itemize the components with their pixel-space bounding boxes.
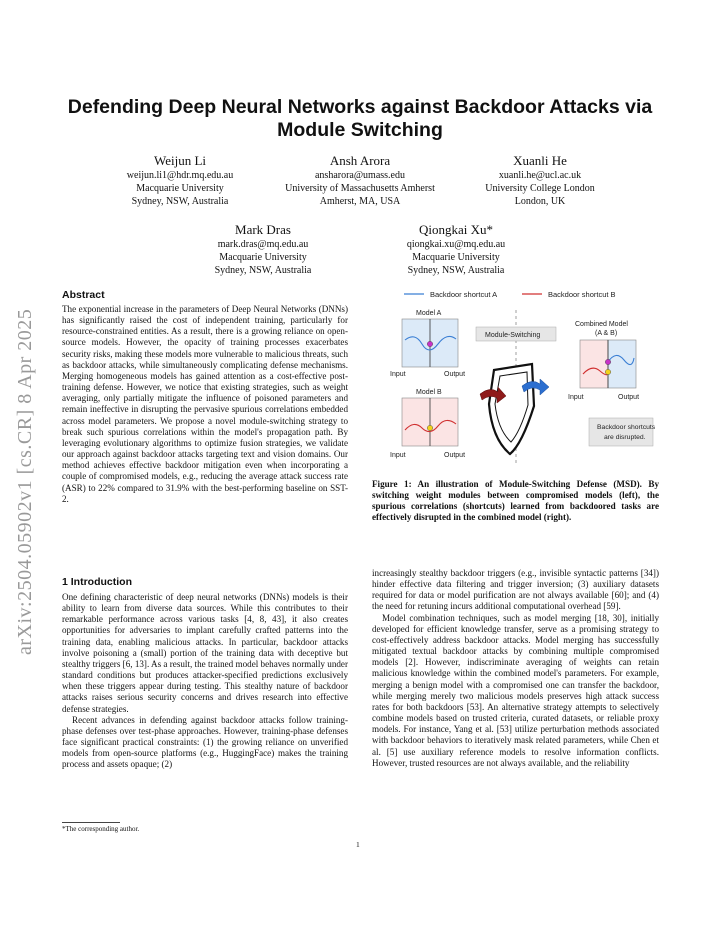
figure-caption: Figure 1: An illustration of Module-Switching Defense (MSD). By switching weight modules between compromised models (left), the spurious correlations (shortcuts) learned from backdoored tasks are effectively disrupted in the combined model (right).: [372, 479, 659, 523]
right-column-text: increasingly stealthy backdoor triggers (e.g., invisible syntactic patterns [34]) hinder effective data filtering and trigger inversion; (3) auxiliary datasets required for data or model purification are not always available [60]; and (4) the need for retuning incurs additional computational overhead [59]. Model combination techniques, such as model merging [18, 30], initially developed for efficient knowledge transfer, serve as a promising strategy to cost-effectively address backdoor attacks. Model merging has successfully mitigated textual backdoor attacks by combining multiple compromised models [2]. However, indiscriminate averaging of weights can retain malicious knowledge within the combined model's parameters. For example, merging a benign model with a compromised one can transfer the backdoor, while merging merely two malicious models preserves high attack success rates for both backdoors [53]. An alternative strategy attempts to selectively combine models based on trusted criteria, curated datasets, or reliable proxy models. For instance, Yang et al. [53] utilize perturbation methods associated with backdoor behaviors to iteratively mask related parameters, while Chen et al. [5] use auxiliary reference models to resolve information conflicts. However, trusted resources are not always available, and the reliability: [372, 568, 659, 768]
author-2: Ansh Arora ansharora@umass.edu University of Massachusetts Amherst Amherst, MA, USA: [285, 153, 435, 207]
legend-label-b: Backdoor shortcut B: [548, 290, 616, 299]
combined-label: Combined Model: [575, 321, 628, 328]
combined-input: Input: [568, 394, 584, 401]
model-b-label: Model B: [416, 389, 442, 396]
combined-sub-label: (A & B): [595, 330, 618, 337]
arxiv-sidebar: arXiv:2504.05902v1 [cs.CR] 8 Apr 2025: [14, 308, 36, 655]
model-a-label: Model A: [416, 310, 442, 317]
disrupted-line-2: are disrupted.: [604, 434, 646, 441]
combined-output: Output: [618, 394, 640, 401]
author-5: Qiongkai Xu* qiongkai.xu@mq.edu.au Macquarie University Sydney, NSW, Australia: [406, 222, 506, 276]
abstract-heading: Abstract: [62, 289, 105, 301]
intro-heading: 1 Introduction: [62, 576, 132, 588]
node-a: [427, 341, 432, 346]
page-number: 1: [356, 840, 360, 849]
node-b: [427, 425, 432, 430]
legend-label-a: Backdoor shortcut A: [430, 290, 498, 299]
combined-node-a: [605, 359, 610, 364]
model-a-output: Output: [444, 371, 466, 378]
author-3: Xuanli He xuanli.he@ucl.ac.uk University College London London, UK: [485, 153, 595, 207]
paper-title: Defending Deep Neural Networks against Backdoor Attacks via Module Switching: [67, 96, 653, 141]
model-b-output: Output: [444, 452, 466, 459]
model-b-input: Input: [390, 452, 406, 459]
combined-node-b: [605, 369, 610, 374]
disrupted-box: [589, 418, 653, 446]
footnote: *The corresponding author.: [62, 825, 140, 833]
author-1: Weijun Li weijun.li1@hdr.mq.edu.au Macquarie University Sydney, NSW, Australia: [126, 153, 234, 207]
footnote-rule: [62, 822, 120, 823]
figure-1: [372, 284, 662, 474]
author-4: Mark Dras mark.dras@mq.edu.au Macquarie University Sydney, NSW, Australia: [214, 222, 312, 276]
combined-left-half: [580, 340, 608, 388]
abstract-text: The exponential increase in the parameters of Deep Neural Networks (DNNs) has significantly raised the cost of independent training, particularly for resource-constrained entities. As a result, there is a growing reliance on open-source models. However, the opacity of training processes exacerbates security risks, making these models more vulnerable to malicious threats, such as backdoor attacks, while simultaneously complicating defense mechanisms. Merging homogeneous models has gained attention as a cost-effective post-training defense. However, we notice that existing strategies, such as weight averaging, only partially mitigate the influence of poisoned parameters and remain ineffective in disrupting the pervasive spurious correlations embedded across model parameters. We propose a novel module-switching strategy to break such spurious correlations within the model's propagation path. By leveraging evolutionary algorithms to optimize fusion strategies, we validate our approach against backdoor attacks targeting text and vision domains. Our method achieves effective backdoor mitigation even when incorporating a couple of compromised models, e.g., reducing the average attack success rate (ASR) to 22% compared to 31.9% with the best-performing baseline on SST-2.: [62, 304, 348, 504]
switching-label: Module-Switching: [485, 332, 541, 339]
disrupted-line-1: Backdoor shortcuts: [597, 424, 656, 431]
model-a-input: Input: [390, 371, 406, 378]
intro-text: One defining characteristic of deep neural networks (DNNs) models is their ability to learn from diverse data sources. While this contributes to their remarkable performance across various tasks [4, 8, 43], it also creates opportunities for adversaries to implant carefully crafted patterns into the training data, enabling malicious attacks. In particular, backdoor attacks involve poisoning a (small) portion of the training data with deceptive but stealthy triggers [6, 13]. As a result, the trained model behaves normally under standard conditions but produces attacker-specified predictions exclusively when these triggers appear during testing. This stealthy nature of backdoor attacks raises serious security concerns and drives research into effective defense strategies. Recent advances in defending against backdoor attacks follow training-phase defenses over test-phase approaches. However, training-phase defenses face significant practical constraints: (1) the growing reliance on unverified models from open-source platforms (e.g., HuggingFace) makes the training process and assets opaque; (2): [62, 592, 348, 770]
